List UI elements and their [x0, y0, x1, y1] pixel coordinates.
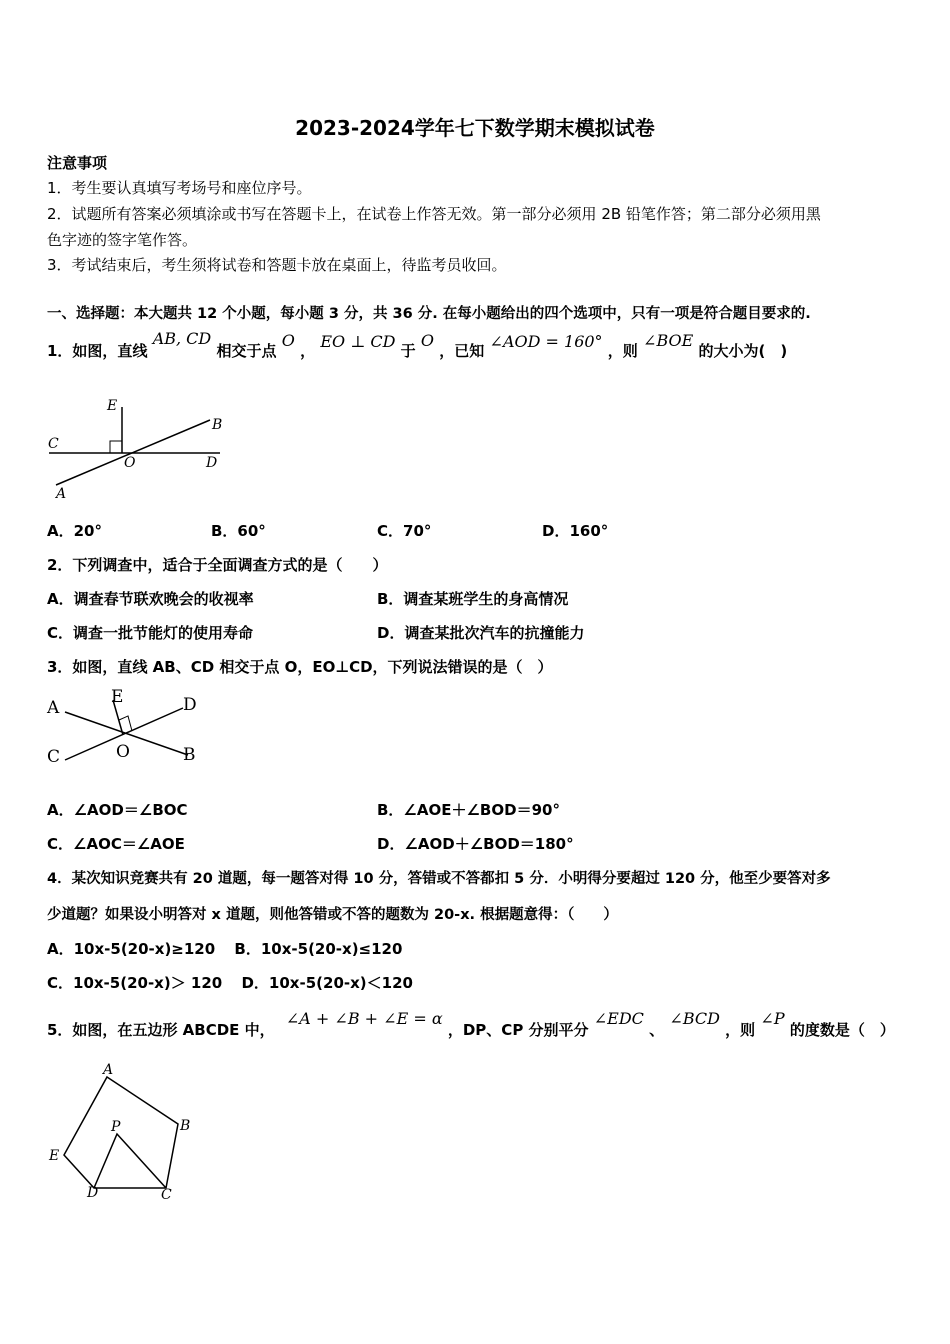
q4-stem-line1: 4．某次知识竞赛共有 20 道题，每一题答对得 10 分，答错或不答都扣 5 分．小明得分要超过 120 分，他至少要答对多: [47, 871, 831, 887]
fig-label-b: B: [212, 417, 223, 433]
fig-label-b: B: [180, 1118, 191, 1134]
q5-math: ∠EDC: [593, 1009, 644, 1028]
q5-stem: [47, 1009, 895, 1040]
section-heading: 一、选择题：本大题共 12 个小题，每小题 3 分，共 36 分. 在每小题给出的四个选项中，只有一项是符合题目要求的.: [47, 306, 811, 322]
q1-math: AB, CD: [152, 329, 212, 348]
q4-option-d: D．10x-5(20-x)＜120: [241, 974, 413, 992]
q5-text: ，则: [725, 1021, 756, 1039]
notice-heading: 注意事项: [47, 154, 108, 172]
q1-text: ，已知: [439, 342, 485, 360]
q5-text: 、: [649, 1021, 665, 1039]
fig-label-e: E: [111, 687, 124, 707]
fig-label-o: O: [116, 742, 130, 762]
fig-label-c: C: [48, 436, 59, 452]
q1-math: EO ⊥ CD: [320, 332, 396, 351]
q4-options-row1: [47, 938, 402, 959]
q1-math: ∠AOD = 160°: [489, 332, 603, 351]
q3-option-c: C．∠AOC＝∠AOE: [47, 835, 185, 853]
q5-text: 5．如图，在五边形 ABCDE 中，: [47, 1021, 275, 1039]
q1-option-b: B．60°: [211, 522, 266, 540]
fig-label-d: D: [183, 695, 197, 715]
q1-text: 1．如图，直线: [47, 342, 148, 360]
fig-label-c: C: [161, 1187, 172, 1203]
q3-option-d: D．∠AOD＋∠BOD＝180°: [377, 835, 574, 853]
q1-math: ∠BOE: [643, 331, 694, 350]
fig-label-a: A: [103, 1062, 114, 1078]
q2-stem: 2．下列调查中，适合于全面调查方式的是（ ）: [47, 556, 388, 574]
q1-figure: [44, 390, 234, 505]
fig-label-p: P: [111, 1119, 121, 1135]
q1-math: O: [420, 331, 435, 350]
q3-figure: [40, 680, 220, 775]
q1-text: 相交于点: [216, 342, 277, 360]
q1-option-c: C．70°: [377, 522, 432, 540]
fig-label-c: C: [47, 747, 61, 767]
q5-math: ∠P: [760, 1009, 785, 1028]
q1-text: ，则: [607, 342, 638, 360]
notice-item: 色字迹的签字笔作答。: [47, 231, 198, 249]
page-title: 2023-2024学年七下数学期末模拟试卷: [295, 116, 655, 140]
fig-label-b: B: [183, 745, 196, 765]
q4-option-c: C．10x-5(20-x)＞ 120: [47, 974, 223, 992]
q4-option-a: A．10x-5(20-x)≥120: [47, 940, 216, 958]
q2-option-a: A．调查春节联欢晚会的收视率: [47, 590, 254, 608]
q3-option-a: A．∠AOD＝∠BOC: [47, 801, 188, 819]
fig-label-d: D: [206, 455, 218, 471]
q1-text: 于: [400, 342, 416, 360]
fig-label-a: A: [56, 486, 67, 502]
fig-label-e: E: [49, 1148, 60, 1164]
q3-stem: 3．如图，直线 AB、CD 相交于点 O，EO⊥CD，下列说法错误的是（ ）: [47, 658, 553, 676]
q3-option-b: B．∠AOE＋∠BOD＝90°: [377, 801, 560, 819]
q1-stem: [47, 329, 788, 361]
notice-item: 1．考生要认真填写考场号和座位序号。: [47, 179, 312, 197]
q2-option-d: D．调查某批次汽车的抗撞能力: [377, 624, 585, 642]
fig-label-a: A: [47, 698, 60, 718]
q5-text: ，DP、CP 分别平分: [447, 1021, 589, 1039]
fig-label-o: O: [124, 455, 136, 471]
fig-label-d: D: [87, 1185, 99, 1201]
q4-option-b: B．10x-5(20-x)≤120: [234, 940, 403, 958]
notice-item: 2．试题所有答案必须填涂或书写在答题卡上，在试卷上作答无效。第一部分必须用 2B 铅笔作答；第二部分必须用黑: [47, 205, 821, 223]
q1-text: 的大小为( ): [698, 342, 788, 360]
q4-stem-line2: 少道题？如果设小明答对 x 道题，则他答错或不答的题数为 20-x. 根据题意得：（ ）: [47, 907, 618, 923]
q2-option-c: C．调查一批节能灯的使用寿命: [47, 624, 254, 642]
fig-label-e: E: [107, 398, 118, 414]
q2-option-b: B．调查某班学生的身高情况: [377, 590, 569, 608]
q1-text: ，: [300, 342, 316, 360]
q5-math: ∠A + ∠B + ∠E = α: [285, 1009, 443, 1028]
q1-option-a: A．20°: [47, 522, 102, 540]
q5-math: ∠BCD: [669, 1009, 720, 1028]
q5-figure: [44, 1060, 209, 1205]
notice-item: 3．考试结束后，考生须将试卷和答题卡放在桌面上，待监考员收回。: [47, 256, 507, 274]
q1-math: O: [281, 331, 295, 350]
q5-text: 的度数是（ ）: [789, 1021, 895, 1039]
q4-options-row2: [47, 972, 413, 993]
q1-option-d: D．160°: [542, 522, 609, 540]
